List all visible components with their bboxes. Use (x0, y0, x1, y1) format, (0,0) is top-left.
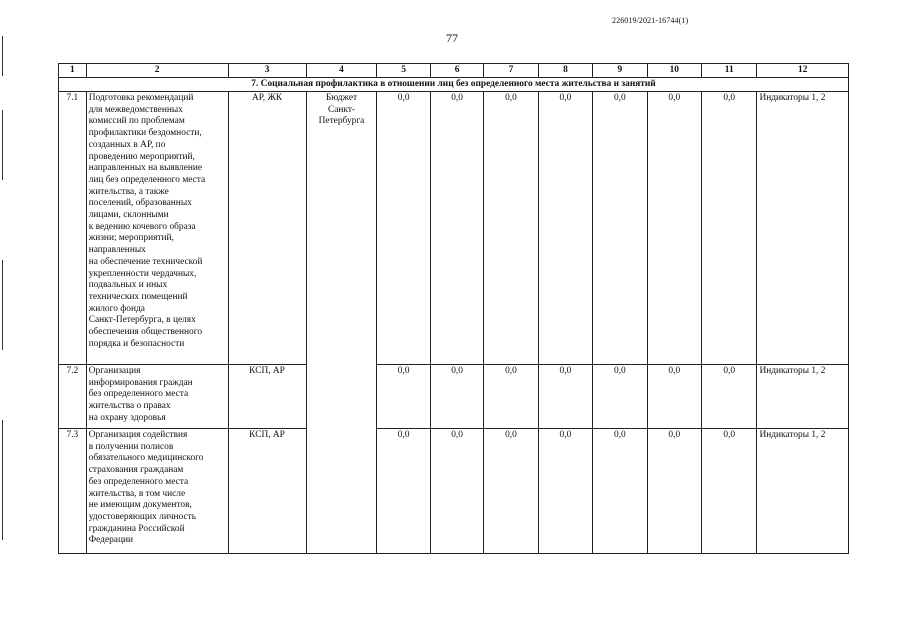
column-header: 1 (59, 64, 87, 78)
row-number: 7.2 (59, 365, 87, 429)
executor-cell: КСП, АР (228, 429, 306, 554)
column-header: 8 (538, 64, 592, 78)
value-cell: 0,0 (430, 92, 483, 365)
document-reference-number: 226019/2021-16744(1) (612, 16, 689, 25)
section-row (59, 78, 849, 92)
scan-margin-mark (2, 420, 3, 540)
measure-description: Подготовка рекомендаций для межведомственных комиссий по проблемам профилактики бездомности, созданных в АР, по проведению мероприятий, направленных на выявление лиц без определенного места жительства, а также поселений, образованных лицами, склонными к ведению кочевого образа жизни; мероприятий, направленных на обеспечение технической укрепленности чердачных, подвальных и иных технических помещений жилого фонда Санкт-Петербурга, в целях обеспечения общественного порядка и безопасности (86, 92, 228, 365)
column-header: 12 (757, 64, 849, 78)
indicators-cell: Индикаторы 1, 2 (757, 92, 849, 365)
value-cell: 0,0 (702, 92, 757, 365)
section-title: 7. Социальная профилактика в отношении лиц без определенного места жительства и занятий (59, 78, 849, 92)
value-cell: 0,0 (538, 429, 592, 554)
value-cell: 0,0 (702, 365, 757, 429)
value-cell: 0,0 (484, 365, 538, 429)
value-cell: 0,0 (377, 365, 430, 429)
row-number: 7.3 (59, 429, 87, 554)
value-cell: 0,0 (647, 365, 701, 429)
indicators-cell: Индикаторы 1, 2 (757, 365, 849, 429)
column-header: 2 (86, 64, 228, 78)
funding-source-cell: Бюджет Санкт- Петербурга (306, 92, 377, 365)
column-header: 10 (647, 64, 701, 78)
table-row (59, 92, 849, 365)
column-header: 11 (702, 64, 757, 78)
column-header: 3 (228, 64, 306, 78)
table-row (59, 365, 849, 429)
value-cell: 0,0 (593, 92, 647, 365)
value-cell: 0,0 (484, 429, 538, 554)
value-cell: 0,0 (538, 365, 592, 429)
column-header: 7 (484, 64, 538, 78)
value-cell: 0,0 (593, 365, 647, 429)
value-cell: 0,0 (377, 92, 430, 365)
executor-cell: АР, ЖК (228, 92, 306, 365)
value-cell: 0,0 (377, 429, 430, 554)
value-cell: 0,0 (430, 365, 483, 429)
row-number: 7.1 (59, 92, 87, 365)
column-header: 9 (593, 64, 647, 78)
scan-margin-mark (2, 260, 3, 350)
column-header: 6 (430, 64, 483, 78)
column-header: 4 (306, 64, 377, 78)
measure-description: Организация информирования граждан без определенного места жительства о правах на охрану здоровья (86, 365, 228, 429)
column-header: 5 (377, 64, 430, 78)
funding-source-cell (306, 429, 377, 554)
value-cell: 0,0 (538, 92, 592, 365)
measure-description: Организация содействия в получении полисов обязательного медицинского страхования гражданам без определенного места жительства, в том числе не имеющим документов, удостоверяющих личность гражданина Российской Федерации (86, 429, 228, 554)
executor-cell: КСП, АР (228, 365, 306, 429)
value-cell: 0,0 (647, 429, 701, 554)
table-row (59, 429, 849, 554)
column-number-header-row (59, 64, 849, 78)
value-cell: 0,0 (702, 429, 757, 554)
scan-margin-mark (2, 110, 3, 180)
page-number: 77 (446, 31, 458, 45)
value-cell: 0,0 (593, 429, 647, 554)
value-cell: 0,0 (647, 92, 701, 365)
program-measures-table (58, 63, 849, 554)
value-cell: 0,0 (430, 429, 483, 554)
indicators-cell: Индикаторы 1, 2 (757, 429, 849, 554)
value-cell: 0,0 (484, 92, 538, 365)
funding-source-cell (306, 365, 377, 429)
scan-margin-mark (2, 36, 3, 76)
